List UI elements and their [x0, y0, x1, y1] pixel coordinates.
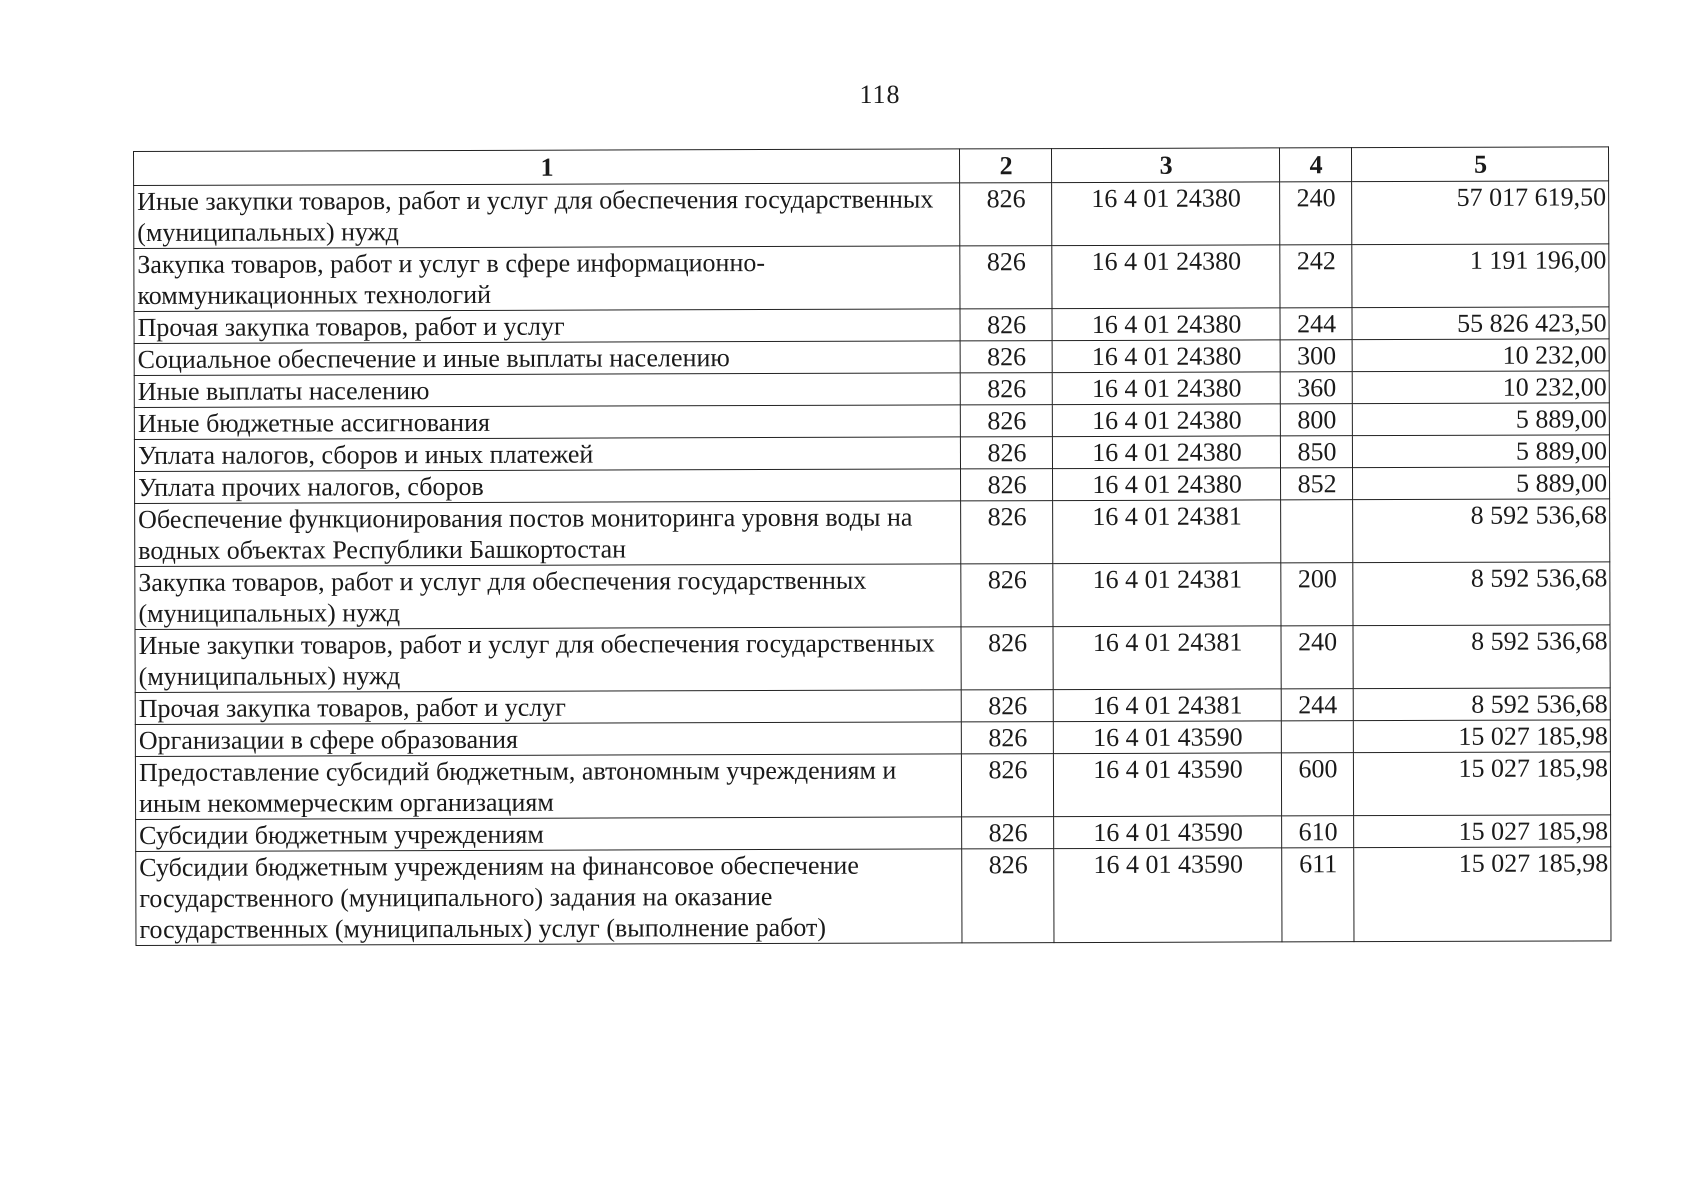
table-row	[136, 815, 1611, 852]
row-ved-cell: 826	[960, 309, 1052, 341]
table-row	[136, 847, 1611, 946]
row-vr-cell: 360	[1280, 372, 1352, 404]
row-csr-cell: 16 4 01 24381	[1053, 500, 1281, 564]
row-name-cell: Закупка товаров, работ и услуг для обеспечения государственных (муниципальных) нужд	[135, 564, 961, 630]
row-vr-cell: 852	[1281, 468, 1353, 500]
row-ved-cell: 826	[961, 469, 1053, 501]
row-csr-cell: 16 4 01 24380	[1052, 340, 1280, 373]
table-row	[135, 499, 1610, 567]
row-csr-cell: 16 4 01 24380	[1052, 308, 1280, 341]
row-name-cell: Предоставление субсидий бюджетным, автономным учреждениям и иным некоммерческим организациям	[135, 754, 961, 820]
row-csr-cell: 16 4 01 24381	[1053, 563, 1281, 627]
row-csr-cell: 16 4 01 24380	[1052, 372, 1280, 405]
row-amount-cell: 15 027 185,98	[1353, 752, 1610, 816]
row-ved-cell: 826	[961, 722, 1053, 754]
row-name-cell: Прочая закупка товаров, работ и услуг	[134, 309, 960, 344]
row-vr-cell	[1281, 500, 1353, 563]
row-amount-cell: 8 592 536,68	[1353, 562, 1610, 626]
row-csr-cell: 16 4 01 24380	[1052, 436, 1280, 469]
row-ved-cell: 826	[962, 817, 1054, 849]
row-vr-cell: 240	[1281, 626, 1353, 689]
row-ved-cell: 826	[961, 690, 1053, 722]
header-col-2: 2	[959, 149, 1051, 183]
row-ved-cell: 826	[961, 627, 1053, 690]
row-name-cell: Иные выплаты населению	[134, 373, 960, 408]
table-row	[134, 435, 1609, 472]
row-ved-cell: 826	[960, 405, 1052, 437]
row-vr-cell: 244	[1280, 308, 1352, 340]
row-name-cell: Субсидии бюджетным учреждениям на финансовое обеспечение государственного (муниципального) задания на оказание государственных (муниципальных) услуг (выполнение работ)	[136, 849, 962, 946]
row-ved-cell: 826	[960, 373, 1052, 405]
row-ved-cell: 826	[960, 437, 1052, 469]
header-col-4: 4	[1279, 148, 1351, 182]
row-vr-cell: 244	[1281, 689, 1353, 721]
table-row	[134, 339, 1609, 376]
row-amount-cell: 5 889,00	[1352, 403, 1609, 436]
row-amount-cell: 8 592 536,68	[1353, 625, 1610, 689]
table-row	[135, 752, 1610, 820]
row-vr-cell: 300	[1280, 340, 1352, 372]
row-vr-cell: 610	[1282, 816, 1354, 848]
header-col-3: 3	[1051, 148, 1279, 183]
row-amount-cell: 10 232,00	[1352, 371, 1609, 404]
row-name-cell: Иные закупки товаров, работ и услуг для обеспечения государственных (муниципальных) нужд	[134, 183, 960, 249]
table-row	[135, 688, 1610, 725]
table-body	[134, 181, 1611, 946]
row-amount-cell: 5 889,00	[1353, 467, 1610, 500]
row-ved-cell: 826	[961, 501, 1053, 564]
row-name-cell: Закупка товаров, работ и услуг в сфере информационно-коммуникационных технологий	[134, 246, 960, 312]
row-vr-cell: 600	[1281, 753, 1353, 816]
table-row	[135, 562, 1610, 630]
table-row	[134, 307, 1609, 344]
row-name-cell: Уплата налогов, сборов и иных платежей	[134, 437, 960, 472]
row-name-cell: Субсидии бюджетным учреждениям	[136, 817, 962, 852]
row-csr-cell: 16 4 01 43590	[1054, 848, 1282, 943]
table-row	[134, 403, 1609, 440]
row-csr-cell: 16 4 01 43590	[1054, 816, 1282, 849]
row-ved-cell: 826	[960, 246, 1052, 309]
row-name-cell: Прочая закупка товаров, работ и услуг	[135, 690, 961, 725]
table-row	[134, 181, 1609, 249]
row-vr-cell: 240	[1280, 182, 1352, 245]
table-row	[134, 244, 1609, 312]
row-name-cell: Уплата прочих налогов, сборов	[135, 469, 961, 504]
row-amount-cell: 1 191 196,00	[1352, 244, 1609, 308]
row-amount-cell: 57 017 619,50	[1352, 181, 1609, 245]
row-amount-cell: 10 232,00	[1352, 339, 1609, 372]
header-col-1: 1	[134, 149, 960, 186]
header-row	[134, 147, 1609, 186]
row-name-cell: Социальное обеспечение и иные выплаты населению	[134, 341, 960, 376]
row-csr-cell: 16 4 01 24380	[1053, 468, 1281, 501]
row-csr-cell: 16 4 01 24381	[1053, 689, 1281, 722]
row-vr-cell: 800	[1280, 404, 1352, 436]
row-csr-cell: 16 4 01 24380	[1052, 404, 1280, 437]
row-amount-cell: 15 027 185,98	[1354, 815, 1611, 848]
page-number: 118	[859, 80, 901, 109]
row-ved-cell: 826	[961, 564, 1053, 627]
table-row	[135, 720, 1610, 757]
row-csr-cell: 16 4 01 43590	[1053, 721, 1281, 754]
row-ved-cell: 826	[960, 341, 1052, 373]
row-amount-cell: 5 889,00	[1352, 435, 1609, 468]
row-amount-cell: 55 826 423,50	[1352, 307, 1609, 340]
row-vr-cell: 200	[1281, 563, 1353, 626]
row-ved-cell: 826	[961, 754, 1053, 817]
row-amount-cell: 8 592 536,68	[1353, 499, 1610, 563]
row-name-cell: Иные закупки товаров, работ и услуг для обеспечения государственных (муниципальных) нужд	[135, 627, 961, 693]
row-amount-cell: 15 027 185,98	[1354, 847, 1611, 942]
table-row	[135, 467, 1610, 504]
row-csr-cell: 16 4 01 24380	[1052, 245, 1280, 309]
row-ved-cell: 826	[960, 183, 1052, 246]
row-vr-cell: 850	[1280, 436, 1352, 468]
row-name-cell: Организации в сфере образования	[135, 722, 961, 757]
row-csr-cell: 16 4 01 24380	[1052, 182, 1280, 246]
row-vr-cell: 611	[1282, 848, 1354, 942]
header-col-5: 5	[1351, 147, 1608, 182]
row-amount-cell: 8 592 536,68	[1353, 688, 1610, 721]
row-amount-cell: 15 027 185,98	[1353, 720, 1610, 753]
table-row	[134, 371, 1609, 408]
row-ved-cell: 826	[962, 849, 1054, 943]
row-vr-cell	[1281, 721, 1353, 753]
row-vr-cell: 242	[1280, 245, 1352, 308]
row-name-cell: Иные бюджетные ассигнования	[134, 405, 960, 440]
table-row	[135, 625, 1610, 693]
budget-table	[133, 146, 1611, 946]
row-csr-cell: 16 4 01 43590	[1053, 753, 1281, 817]
row-csr-cell: 16 4 01 24381	[1053, 626, 1281, 690]
table-header	[134, 147, 1609, 186]
row-name-cell: Обеспечение функционирования постов мониторинга уровня воды на водных объектах Республики Башкортостан	[135, 501, 961, 567]
